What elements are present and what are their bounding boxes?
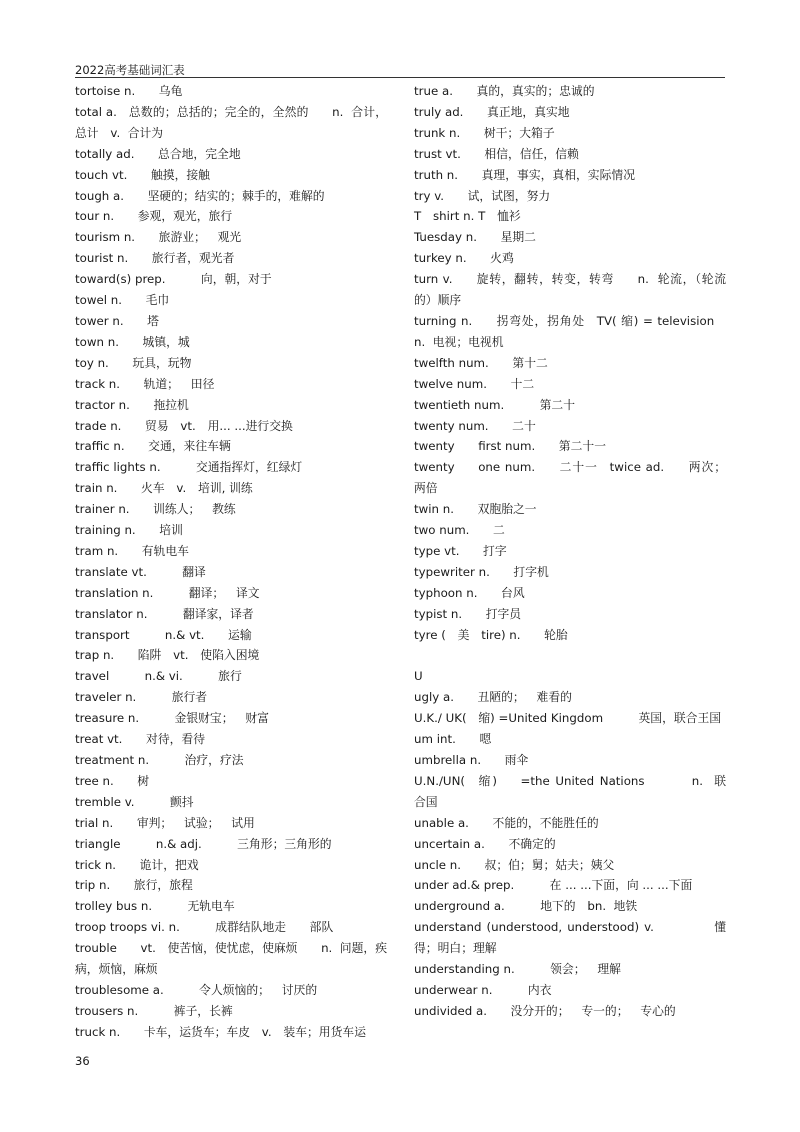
vocab-entry: translate vt. 翻译 [75, 564, 206, 579]
vocab-entry: tourist n. 旅行者，观光者 [75, 251, 235, 266]
vocab-entry: turning n. 拐弯处，拐角处 TV( 缩) = television n. 电视；电视机 [414, 313, 726, 349]
vocab-entry: type vt. 打字 [414, 543, 507, 558]
vocab-entry: towel n. 毛巾 [75, 293, 170, 308]
vocab-entry: trolley bus n. 无轨电车 [75, 899, 235, 914]
vocab-entry: toward(s) prep. 向，朝，对于 [75, 272, 272, 287]
vocab-entry: umbrella n. 雨伞 [414, 752, 529, 767]
vocab-entry: ugly a. 丑陋的； 难看的 [414, 690, 572, 705]
vocab-entry: town n. 城镇，城 [75, 334, 190, 349]
vocab-entry: undivided a. 没分开的； 专一的； 专心的 [414, 1003, 676, 1018]
vocab-entry: treatment n. 治疗，疗法 [75, 753, 244, 767]
vocab-entry: triangle n.& adj. 三角形；三角形的 [75, 836, 332, 851]
vocab-entry: tractor n. 拖拉机 [75, 397, 189, 412]
vocab-entry: trick n. 诡计，把戏 [75, 857, 199, 872]
left-column [75, 81, 387, 1043]
vocab-entry: tyre ( 美 tire) n. 轮胎 [414, 627, 568, 642]
vocab-entry: U.K./ UK( 缩) =United Kingdom 英国，联合王国 [414, 711, 722, 726]
vocab-entry: Tuesday n. 星期二 [414, 230, 536, 245]
vocab-entry: twenty num. 二十 [414, 418, 536, 433]
vocab-entry: true a. 真的，真实的；忠诚的 [414, 84, 595, 98]
vocab-entry: translator n. 翻译家，译者 [75, 606, 254, 621]
vocab-entry: try v. 试，试图，努力 [414, 188, 551, 203]
vocab-entry: treat vt. 对待，看待 [75, 732, 206, 747]
vocab-entry: training n. 培训 [75, 523, 183, 538]
right-column [414, 81, 726, 1022]
vocab-entry: um int. 嗯 [414, 732, 492, 747]
vocab-entry: typhoon n. 台风 [414, 585, 525, 600]
vocab-entry: travel n.& vi. 旅行 [75, 669, 242, 684]
vocab-entry: trousers n. 裤子，长裤 [75, 1003, 233, 1018]
vocab-entry: trust vt. 相信，信任，信赖 [414, 146, 579, 161]
vocab-entry: underground a. 地下的 bn. 地铁 [414, 899, 638, 914]
vocab-entry: understand (understood, understood) v. 懂得；明白；理解 [414, 920, 726, 956]
vocab-entry: traffic n. 交通，来往车辆 [75, 439, 231, 454]
page-number: 36 [75, 1054, 90, 1068]
vocab-entry: two num. 二 [414, 523, 505, 538]
section-letter-u: U [414, 669, 423, 684]
vocab-entry: trap n. 陷阱 vt. 使陷入困境 [75, 648, 260, 663]
vocab-entry: turn v. 旋转，翻转，转变，转弯 n. 轮流，（轮流的）顺序 [414, 272, 726, 308]
vocab-entry [414, 645, 726, 666]
vocab-entry: track n. 轨道； 田径 [75, 376, 215, 391]
vocab-entry: tree n. 树 [75, 773, 150, 788]
vocab-entry: touch vt. 触摸，接触 [75, 167, 210, 182]
vocab-entry: uncertain a. 不确定的 [414, 836, 556, 851]
vocab-entry: twenty first num. 第二十一 [414, 439, 606, 454]
vocab-entry: trade n. 贸易 vt. 用... ...进行交换 [75, 418, 293, 433]
vocab-entry: trainer n. 训练人； 教练 [75, 502, 236, 517]
vocab-entry: under ad.& prep. 在 ... ...下面，向 ... ...下面 [414, 878, 693, 893]
header-divider [75, 77, 725, 78]
vocab-entry: totally ad. 总合地，完全地 [75, 146, 241, 161]
vocab-entry: typewriter n. 打字机 [414, 564, 549, 579]
vocab-entry: understanding n. 领会； 理解 [414, 962, 621, 977]
vocab-entry: trial n. 审判； 试验； 试用 [75, 815, 255, 830]
vocab-entry: tough a. 坚硬的；结实的；棘手的，难解的 [75, 188, 325, 203]
vocab-entry: unable a. 不能的，不能胜任的 [414, 815, 599, 830]
vocab-entry: twelfth num. 第十二 [414, 355, 548, 370]
vocab-entry: tour n. 参观，观光，旅行 [75, 209, 233, 224]
vocab-entry: tourism n. 旅游业； 观光 [75, 230, 242, 245]
vocab-entry: twelve num. 十二 [414, 376, 535, 391]
vocab-entry: train n. 火车 v. 培训, 训练 [75, 481, 253, 496]
vocab-entry: trip n. 旅行，旅程 [75, 878, 193, 893]
vocab-entry: total a. 总数的；总括的；完全的，全然的 n. 合计，总计 v. 合计为 [75, 104, 387, 140]
vocab-entry: twenty one num. 二十一 twice ad. 两次；两倍 [414, 460, 726, 496]
vocab-entry: troublesome a. 令人烦恼的； 讨厌的 [75, 982, 318, 997]
vocab-entry: twin n. 双胞胎之一 [414, 502, 537, 517]
vocab-entry: traffic lights n. 交通指挥灯，红绿灯 [75, 460, 303, 475]
vocab-entry: tortoise n. 乌龟 [75, 84, 183, 98]
vocab-entry: tower n. 塔 [75, 313, 159, 328]
vocab-entry: tremble v. 颤抖 [75, 794, 194, 809]
vocab-entry: traveler n. 旅行者 [75, 690, 208, 705]
vocab-entry: truth n. 真理，事实，真相，实际情况 [414, 167, 635, 182]
vocab-entry: typist n. 打字员 [414, 606, 522, 621]
vocab-entry: uncle n. 叔；伯；舅；姑夫；姨父 [414, 857, 615, 872]
vocab-entry: treasure n. 金银财宝； 财富 [75, 711, 269, 726]
vocab-entry: toy n. 玩具，玩物 [75, 355, 192, 370]
vocab-entry: turkey n. 火鸡 [414, 251, 514, 266]
vocab-entry: truck n. 卡车，运货车；车皮 v. 装车；用货车运 [75, 1024, 367, 1039]
vocab-entry: tram n. 有轨电车 [75, 543, 189, 558]
vocab-entry: twentieth num. 第二十 [414, 397, 575, 412]
vocab-entry: U.N./UN( 缩) =the United Nations n. 联合国 [414, 773, 726, 809]
vocab-entry: translation n. 翻译； 译文 [75, 585, 260, 600]
vocab-entry: transport n.& vt. 运输 [75, 627, 252, 642]
vocab-entry: trouble vt. 使苦恼，使忧虑，使麻烦 n. 问题，疾病，烦恼，麻烦 [75, 941, 387, 977]
vocab-entry: trunk n. 树干；大箱子 [414, 125, 555, 140]
vocab-entry: troop troops vi. n. 成群结队地走 部队 [75, 920, 334, 935]
vocab-entry: T shirt n. T 恤衫 [414, 209, 521, 224]
page-header-title: 2022高考基础词汇表 [75, 63, 185, 77]
vocab-entry: truly ad. 真正地，真实地 [414, 104, 570, 119]
vocab-entry: underwear n. 内衣 [414, 982, 552, 997]
